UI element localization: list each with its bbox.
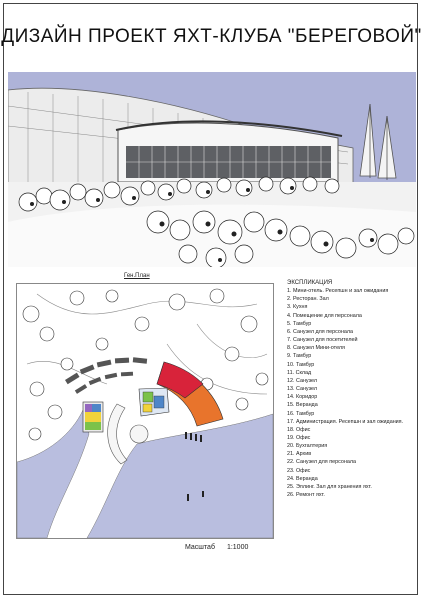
legend-item: 17. Администрация. Ресепшн и зал ожидания. <box>287 418 404 425</box>
legend-item: 11. Склад <box>287 369 312 376</box>
round-platform <box>130 425 148 443</box>
legend-item: 12. Санузел <box>287 377 317 384</box>
legend-item: 19. Офис <box>287 434 311 441</box>
scale-value: 1:1000 <box>226 544 249 551</box>
legend-item: 25. Эллинг. Зал для хранения яхт. <box>287 483 372 490</box>
legend-item: 16. Тамбур <box>287 410 315 417</box>
legend-item: 3. Кухня <box>287 304 308 311</box>
legend-item: 7. Санузел для посетителей <box>287 337 358 344</box>
admin-room-blue <box>154 396 164 408</box>
render-drawing <box>8 72 416 267</box>
legend-item: 9. Тамбур <box>287 353 312 360</box>
page-title: ДИЗАЙН ПРОЕКТ ЯХТ-КЛУБА "БЕРЕГОВОЙ" <box>1 26 422 47</box>
legend-item: 4. Помещение для персонала <box>287 312 362 319</box>
legend-item: 23. Офис <box>287 467 311 474</box>
plan-label: Ген.План <box>124 273 150 279</box>
site-plan <box>16 283 274 539</box>
legend-item: 14. Коридор <box>287 394 318 401</box>
legend-item: 6. Санузел для персонала <box>287 328 353 335</box>
legend-heading: ЭКСПЛИКАЦИЯ <box>287 280 333 286</box>
legend-item: 18. Офис <box>287 426 311 433</box>
legend-item: 1. Мини-отель. Ресепшн и зал ожидания <box>287 288 389 295</box>
legend-item: 26. Ремонт яхт. <box>287 492 325 499</box>
legend-item: 21. Архив <box>287 451 312 458</box>
scale-label <box>185 544 248 551</box>
legend-item: 2. Ресторан. Зал <box>287 296 329 303</box>
site-plan-drawing <box>17 284 273 538</box>
legend-item: 22. Санузел для персонала <box>287 459 356 466</box>
legend-item: 20. Бухгалтерия <box>287 443 328 450</box>
legend-item: 15. Веранда <box>287 402 318 409</box>
admin-room-green <box>143 392 153 402</box>
legend-item: 8. Санузел Мини-отеля <box>287 345 345 352</box>
legend-item: 13. Санузел <box>287 386 317 393</box>
building-render <box>8 72 416 267</box>
legend-item: 24. Веранда <box>287 475 318 482</box>
admin-room-yellow <box>143 404 152 412</box>
legend <box>287 279 417 499</box>
legend-item: 5. Тамбур <box>287 320 312 327</box>
scale-caption: Масштаб <box>185 544 215 551</box>
legend-item: 10. Тамбур <box>287 361 315 368</box>
